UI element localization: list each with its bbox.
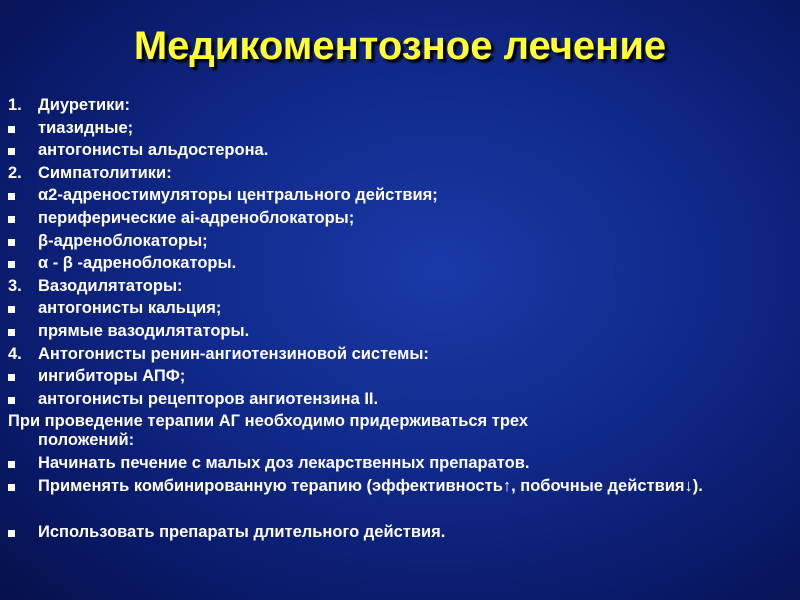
paragraph-line: положений: (38, 431, 135, 450)
rule-item (8, 475, 793, 521)
list-item-numbered (8, 162, 793, 185)
bullet-square-icon (8, 216, 15, 223)
list-item-numbered (8, 94, 793, 117)
bullet-square-icon (8, 461, 15, 468)
item-text: периферические аi-адреноблокаторы; (38, 208, 355, 227)
list-item-bullet (8, 207, 793, 230)
bullet-square-icon (8, 530, 15, 537)
bullet-square-icon (8, 148, 15, 155)
list-item-bullet (8, 230, 793, 253)
rule-item (8, 521, 793, 544)
item-text: Диуретики: (38, 96, 131, 114)
list-item-numbered (8, 343, 793, 366)
item-text: Вазодилятаторы: (38, 276, 183, 295)
item-number: 1. (8, 96, 22, 114)
item-text: Антогонисты ренин-ангиотензиновой системы: (38, 344, 429, 363)
item-text: антогонисты альдостерона. (38, 141, 269, 160)
item-number: 2. (8, 163, 22, 182)
bullet-square-icon (8, 193, 15, 200)
bullet-square-icon (8, 239, 15, 246)
list-item-bullet (8, 365, 793, 388)
slide-title: Медикоментозное лечение (133, 24, 667, 68)
rule-item (8, 452, 793, 475)
list-item-bullet (8, 184, 793, 207)
rule-text: Начинать печение с малых доз лекарственных препаратов. (38, 454, 530, 473)
paragraph-line: При проведение терапии АГ необходимо придерживаться трех (8, 412, 529, 431)
bullet-square-icon (8, 484, 15, 491)
list-item-bullet (8, 117, 793, 140)
list-item-numbered (8, 275, 793, 298)
list-item-bullet (8, 297, 793, 320)
list-item-bullet (8, 320, 793, 343)
bullet-square-icon (8, 397, 15, 404)
bullet-square-icon (8, 329, 15, 336)
item-text: антогонисты рецепторов ангиотензина II. (38, 389, 379, 408)
list-item-bullet (8, 252, 793, 275)
item-text: α2-адреностимуляторы центрального действия; (38, 186, 438, 205)
bullet-square-icon (8, 306, 15, 313)
item-text: β-адреноблокаторы; (38, 231, 208, 250)
item-number: 3. (8, 276, 22, 295)
item-text: Симпатолитики: (38, 163, 172, 182)
list-item-bullet (8, 139, 793, 162)
bullet-square-icon (8, 261, 15, 268)
item-text: α - β -адреноблокаторы. (38, 254, 237, 273)
item-number: 4. (8, 344, 22, 363)
rule-text: Использовать препараты длительного действия. (38, 522, 446, 541)
bullet-square-icon (8, 126, 15, 133)
item-text: прямые вазодилятаторы. (38, 321, 250, 340)
rule-text: Применять комбинированную терапию (эффективность↑, побочные действия↓). (38, 476, 703, 495)
intro-paragraph (8, 410, 793, 452)
item-text: тиазидные; (38, 118, 134, 137)
item-text: антогонисты кальция; (38, 299, 222, 318)
list-item-bullet (8, 388, 793, 411)
slide-content (8, 94, 793, 544)
item-text: ингибиторы АПФ; (38, 367, 186, 386)
bullet-square-icon (8, 374, 15, 381)
